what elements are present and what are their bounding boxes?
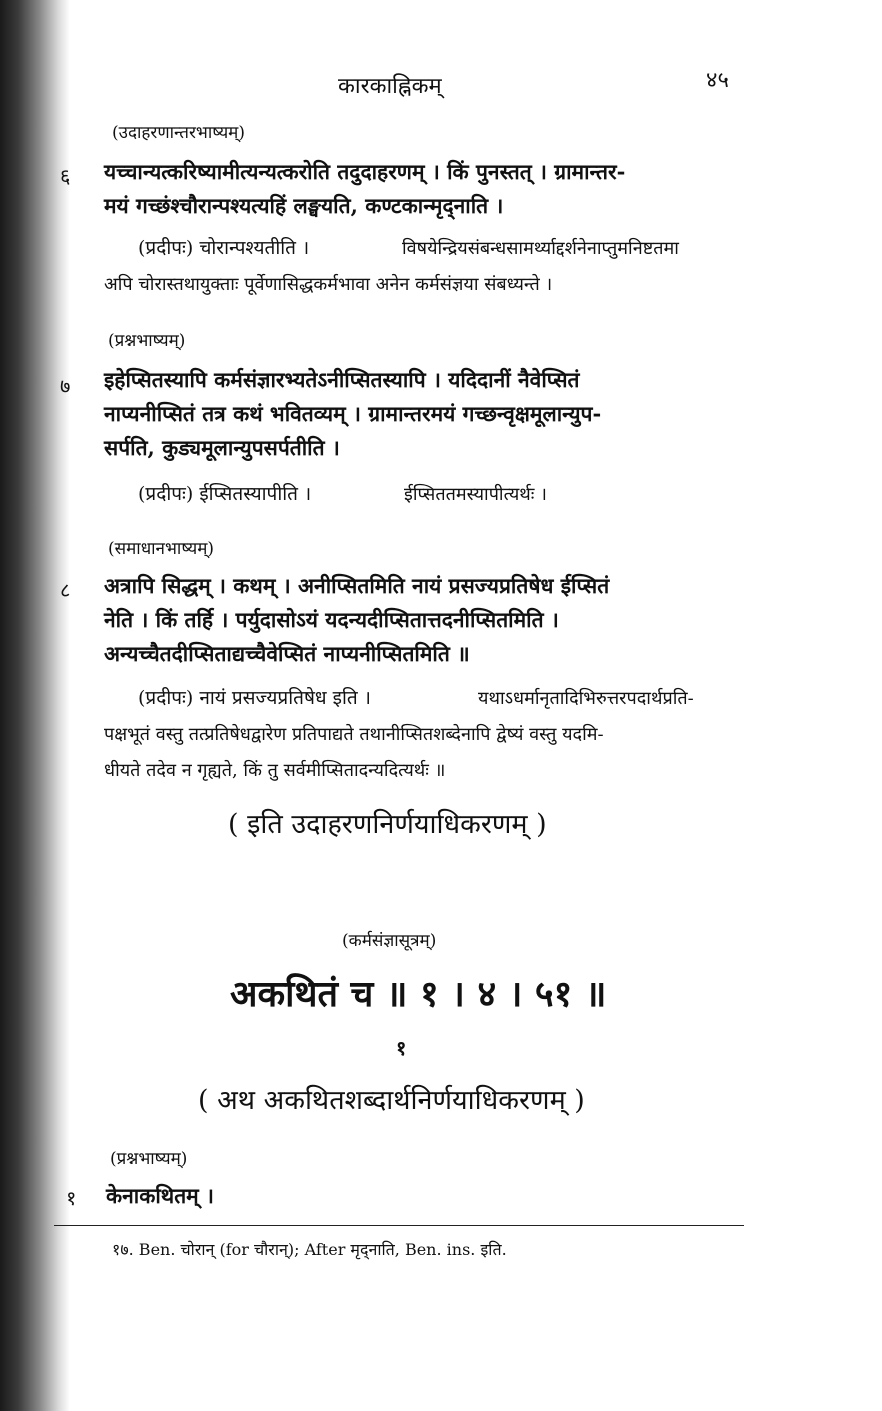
pradipa-text: धीयते तदेव न गृह्यते, किं तु सर्वमीप्सितादन्यदित्यर्थः ॥ — [104, 760, 446, 781]
section-label: (समाधानभाष्यम्) — [108, 539, 215, 559]
bhashya-line: अत्रापि सिद्धम् । कथम् । अनीप्सितमिति नायं प्रसज्यप्रतिषेध ईप्सितं — [104, 573, 610, 598]
verse-number: ६ — [60, 164, 71, 188]
sutra-heading: अकथितं च ॥ १ । ४ । ५१ ॥ — [230, 973, 607, 1015]
pradipa-text: ईप्सिततमस्यापीत्यर्थः । — [404, 484, 547, 505]
adhikarana-number: १ — [396, 1036, 407, 1060]
running-header: कारकाह्निकम् — [338, 74, 442, 99]
bhashya-line: केनाकथितम् । — [106, 1183, 215, 1208]
pradipa-text: विषयेन्द्रियसंबन्धसामर्थ्याद्दर्शनेनाप्तुमनिष्टतमा — [402, 238, 679, 259]
page-number: ४५ — [706, 68, 729, 93]
verse-number: ७ — [60, 374, 71, 398]
bhashya-line: सर्पति, कुड्यमूलान्युपसर्पतीति । — [104, 435, 340, 460]
adhikarana-heading: ( अथ अकथितशब्दार्थनिर्णयाधिकरणम् ) — [198, 1085, 585, 1116]
section-label: (प्रश्नभाष्यम्) — [108, 331, 186, 351]
verse-number: १ — [66, 1186, 77, 1210]
verse-number: ८ — [60, 578, 71, 602]
pradipa-text: पक्षभूतं वस्तु तत्प्रतिषेधद्वारेण प्रतिपाद्यते तथानीप्सितशब्देनापि द्वेष्यं वस्तु यदमि- — [104, 724, 604, 745]
pradipa-tag: (प्रदीपः) चोरान्पश्यतीति । — [138, 237, 310, 259]
bhashya-line: अन्यच्चैतदीप्सिताद्यच्चैवेप्सितं नाप्यनीप्सितमिति ॥ — [104, 641, 470, 666]
footnote-divider — [54, 1225, 744, 1226]
pradipa-text: अपि चोरास्तथायुक्ताः पूर्वेणासिद्धकर्मभावा अनेन कर्मसंज्ञया संबध्यन्ते । — [104, 274, 553, 295]
section-end-heading: ( इति उदाहरणनिर्णयाधिकरणम् ) — [228, 809, 547, 840]
scanned-page-edge — [0, 0, 70, 1411]
bhashya-line: यच्चान्यत्करिष्यामीत्यन्यत्करोति तदुदाहरणम् । किं पुनस्तत् । ग्रामान्तर- — [104, 159, 626, 184]
section-label: (प्रश्नभाष्यम्) — [110, 1149, 188, 1169]
section-label: (उदाहरणान्तरभाष्यम्) — [112, 123, 245, 143]
bhashya-line: मयं गच्छंश्चौरान्पश्यत्यहिं लङ्घयति, कण्टकान्मृद्नाति । — [104, 193, 504, 218]
sutra-label: (कर्मसंज्ञासूत्रम्) — [342, 931, 437, 951]
pradipa-text: यथाऽधर्मानृतादिभिरुत्तरपदार्थप्रति- — [478, 688, 694, 709]
bhashya-line: इहेप्सितस्यापि कर्मसंज्ञारभ्यतेऽनीप्सितस्यापि । यदिदानीं नैवेप्सितं — [104, 367, 580, 392]
footnote: १७. Ben. चोरान् (for चौरान्); After मृद्नाति, Ben. ins. इति. — [112, 1240, 507, 1259]
bhashya-line: नेति । किं तर्हि । पर्युदासोऽयं यदन्यदीप्सितात्तदनीप्सितमिति । — [104, 607, 559, 632]
pradipa-tag: (प्रदीपः) नायं प्रसज्यप्रतिषेध इति । — [138, 687, 371, 709]
pradipa-tag: (प्रदीपः) ईप्सितस्यापीति । — [138, 483, 312, 505]
bhashya-line: नाप्यनीप्सितं तत्र कथं भवितव्यम् । ग्रामान्तरमयं गच्छन्वृक्षमूलान्युप- — [104, 401, 602, 426]
